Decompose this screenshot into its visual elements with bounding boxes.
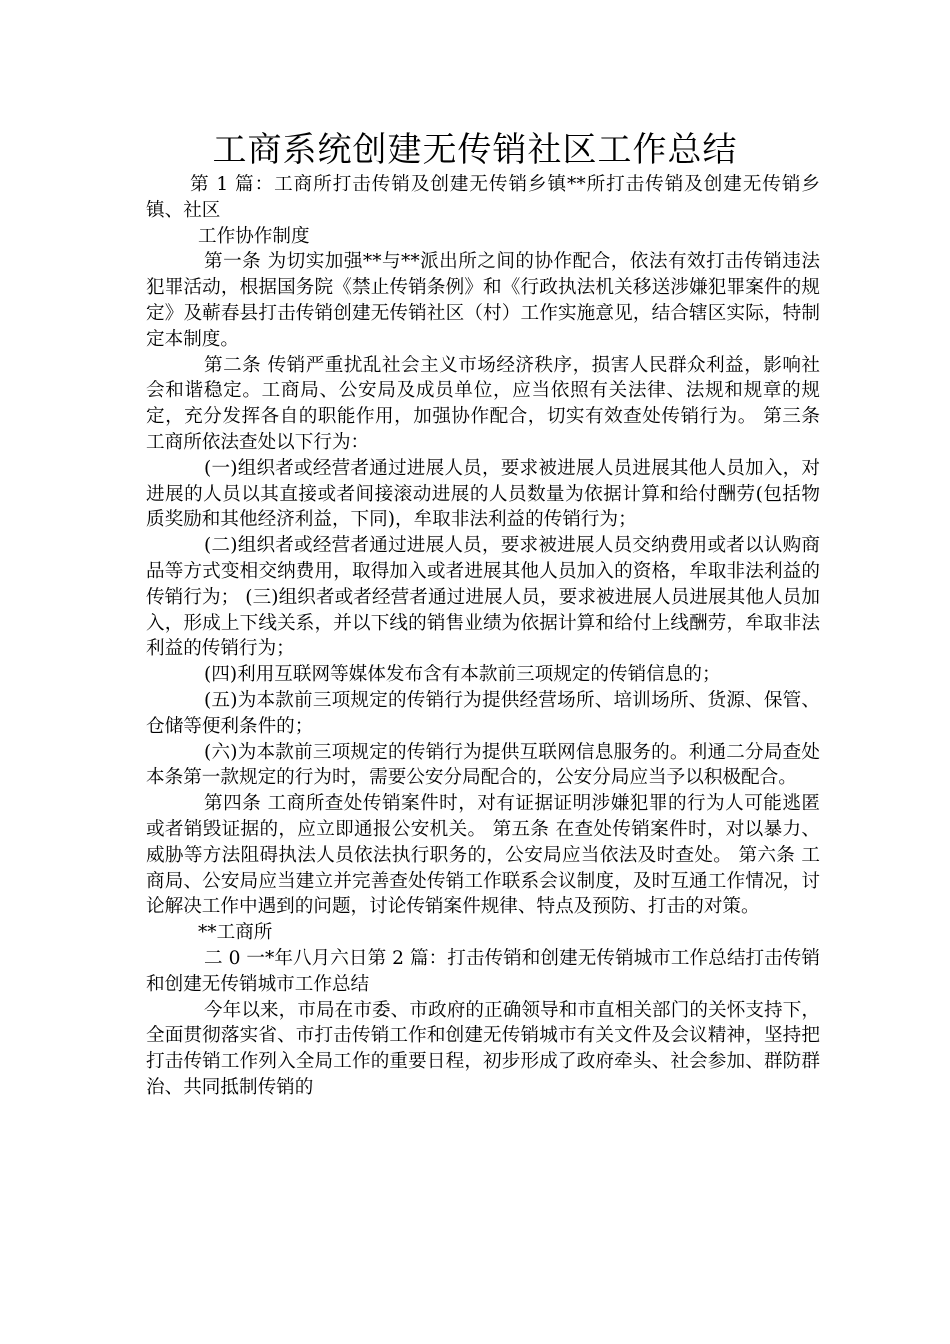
paragraph: 第四条 工商所查处传销案件时，对有证据证明涉嫌犯罪的行为人可能逃匿或者销毁证据的，应立即通报公安机关。 第五条 在查处传销案件时，对以暴力、威胁等方法阻碍执法人员依法执行职务的，公安局应当依法及时查处。 第六条 工商局、公安局应当建立并完善查处传销工作联系会议制度，及时互通工作情况，讨论解决工作中遇到的问题，讨论传销案件规律、特点及预防、打击的对策。	[146, 793, 820, 918]
document-title: 工商系统创建无传销社区工作总结	[212, 130, 738, 170]
paragraph: (一)组织者或经营者通过进展人员，要求被进展人员进展其他人员加入，对进展的人员以其直接或者间接滚动进展的人员数量为依据计算和给付酬劳(包括物质奖励和其他经济利益，下同)，牟取非法利益的传销行为；	[146, 457, 820, 531]
paragraph: (五)为本款前三项规定的传销行为提供经营场所、培训场所、货源、保管、仓储等便利条件的；	[146, 689, 820, 737]
paragraph: (六)为本款前三项规定的传销行为提供互联网信息服务的。利通二分局查处本条第一款规定的行为时，需要公安分局配合的，公安分局应当予以积极配合。	[146, 741, 820, 789]
paragraph: 第二条 传销严重扰乱社会主义市场经济秩序，损害人民群众利益，影响社会和谐稳定。工商局、公安局及成员单位，应当依照有关法律、法规和规章的规定，充分发挥各自的职能作用，加强协作配合，切实有效查处传销行为。 第三条 工商所依法查处以下行为：	[146, 354, 820, 453]
document-body	[146, 172, 820, 1101]
signature: **工商所	[198, 922, 273, 944]
paragraph: (二)组织者或经营者通过进展人员，要求被进展人员交纳费用或者以认购商品等方式变相交纳费用，取得加入或者进展其他人员加入的资格，牟取非法利益的传销行为； (三)组织者或者经营者通过进展人员，要求被进展人员进展其他人员加入，形成上下线关系，并以下线的销售业绩为依据计算和给付上线酬劳，牟取非法利益的传销行为；	[146, 535, 820, 660]
paragraph: 今年以来，市局在市委、市政府的正确领导和市直相关部门的关怀支持下，全面贯彻落实省、市打击传销工作和创建无传销城市有关文件及会议精神，坚持把打击传销工作列入全局工作的重要日程，初步形成了政府牵头、社会参加、群防群治、共同抵制传销的	[146, 999, 820, 1098]
paragraph: 第一条 为切实加强**与**派出所之间的协作配合，依法有效打击传销违法犯罪活动，根据国务院《禁止传销条例》和《行政执法机关移送涉嫌犯罪案件的规定》及蕲春县打击传销创建无传销社区（村）工作实施意见，结合辖区实际，特制定本制度。	[146, 251, 820, 350]
paragraph: 二 0 一*年八月六日第 2 篇：打击传销和创建无传销城市工作总结打击传销和创建无传销城市工作总结	[146, 947, 820, 995]
paragraph: 第 1 篇：工商所打击传销及创建无传销乡镇**所打击传销及创建无传销乡镇、社区	[146, 174, 820, 221]
paragraph: (四)利用互联网等媒体发布含有本款前三项规定的传销信息的；	[204, 664, 721, 686]
paragraph: 工作协作制度	[198, 225, 310, 247]
